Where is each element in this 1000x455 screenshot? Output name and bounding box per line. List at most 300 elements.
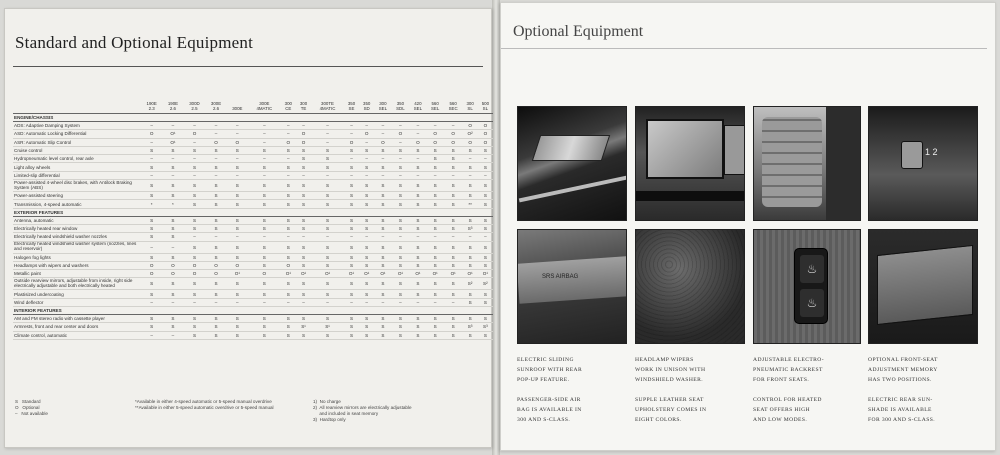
table-row: [13, 180, 493, 192]
availability-cell: S: [478, 298, 493, 306]
availability-cell: S: [374, 290, 391, 298]
availability-cell: S: [359, 315, 374, 323]
availability-cell: S: [392, 163, 410, 171]
availability-cell: S: [374, 261, 391, 269]
availability-cell: O: [463, 122, 478, 130]
availability-cell: S: [162, 253, 183, 261]
availability-cell: S: [184, 163, 206, 171]
availability-cell: S: [344, 180, 359, 192]
photo-caption: [753, 355, 865, 385]
availability-cell: S: [311, 163, 344, 171]
model-variant: SEL: [413, 106, 423, 111]
availability-cell: S: [162, 233, 183, 241]
availability-cell: S: [296, 278, 311, 290]
availability-cell: S: [374, 315, 391, 323]
availability-cell: S: [248, 261, 281, 269]
availability-cell: S: [344, 216, 359, 224]
model-name: 300: [299, 101, 308, 106]
availability-cell: S: [184, 200, 206, 208]
availability-cell: S: [409, 290, 426, 298]
model-header: [311, 101, 344, 114]
availability-cell: –: [344, 171, 359, 179]
availability-cell: S: [409, 278, 426, 290]
availability-cell: S³: [478, 323, 493, 331]
table-row: [13, 155, 493, 163]
availability-cell: S: [344, 323, 359, 331]
availability-cell: S: [478, 253, 493, 261]
model-name: 300TE: [321, 101, 334, 106]
availability-cell: –: [444, 233, 463, 241]
caption-line: FOR FRONT SEATS.: [753, 377, 810, 383]
model-header: [409, 101, 426, 114]
availability-cell: *: [162, 200, 183, 208]
availability-cell: S¹: [296, 323, 311, 331]
availability-cell: –: [184, 298, 206, 306]
table-row: [13, 233, 493, 241]
availability-cell: –: [141, 298, 162, 306]
availability-cell: S: [463, 253, 478, 261]
availability-cell: S: [359, 331, 374, 339]
feature-label: Climate control, automatic: [13, 331, 141, 339]
availability-cell: S: [184, 331, 206, 339]
availability-cell: S: [184, 290, 206, 298]
availability-cell: S: [281, 224, 296, 232]
availability-cell: S: [344, 315, 359, 323]
availability-cell: S: [311, 216, 344, 224]
availability-cell: S: [296, 331, 311, 339]
availability-cell: S: [374, 323, 391, 331]
availability-cell: S: [463, 146, 478, 154]
availability-cell: –: [281, 298, 296, 306]
availability-cell: –: [478, 155, 493, 163]
availability-cell: S: [162, 290, 183, 298]
availability-cell: S: [296, 216, 311, 224]
availability-cell: S: [141, 216, 162, 224]
availability-cell: S: [281, 192, 296, 200]
availability-cell: S: [344, 261, 359, 269]
caption-line: HAS TWO POSITIONS.: [868, 377, 932, 383]
photo-caption: [753, 395, 865, 425]
availability-cell: S: [281, 278, 296, 290]
model-variant: SEC: [448, 106, 458, 111]
availability-cell: S: [296, 180, 311, 192]
caption-line: PNEUMATIC BACKREST: [753, 367, 823, 373]
availability-cell: O¹: [281, 270, 296, 278]
availability-cell: S: [248, 180, 281, 192]
availability-cell: S: [311, 315, 344, 323]
availability-cell: O¹: [463, 270, 478, 278]
model-name: 300: [284, 101, 292, 106]
availability-cell: –: [248, 155, 281, 163]
availability-cell: –: [427, 171, 444, 179]
availability-cell: S: [444, 216, 463, 224]
transmission-note: **Available in either 5-speed automatic overdrive or 5-speed manual: [135, 405, 274, 410]
availability-cell: –: [374, 130, 391, 138]
availability-cell: S: [409, 323, 426, 331]
availability-cell: S: [248, 315, 281, 323]
heat-seat-high-icon: ♨: [800, 255, 824, 283]
availability-cell: S: [227, 180, 248, 192]
availability-cell: S: [248, 241, 281, 253]
equipment-table: [13, 101, 493, 340]
availability-cell: S: [427, 323, 444, 331]
availability-cell: S: [281, 323, 296, 331]
availability-cell: S: [311, 224, 344, 232]
availability-cell: S: [141, 253, 162, 261]
availability-cell: S: [392, 146, 410, 154]
availability-cell: S: [184, 224, 206, 232]
availability-cell: O: [444, 138, 463, 146]
feature-label: Antenna, automatic: [13, 216, 141, 224]
availability-cell: –: [162, 171, 183, 179]
availability-cell: S: [344, 200, 359, 208]
title-divider: [13, 66, 483, 67]
table-row: [13, 192, 493, 200]
feature-label: Wind deflector: [13, 298, 141, 306]
caption-line: CONTROL FOR HEATED: [753, 397, 822, 403]
availability-cell: S: [248, 323, 281, 331]
availability-cell: S: [205, 241, 226, 253]
availability-cell: S: [359, 163, 374, 171]
electropneumatic-backrest-photo: [753, 106, 861, 221]
caption-line: OPTIONAL FRONT-SEAT: [868, 357, 938, 363]
caption-line: FOR 300 AND S-CLASS.: [868, 417, 936, 423]
availability-cell: O: [374, 138, 391, 146]
model-header: [463, 101, 478, 114]
availability-cell: S: [227, 224, 248, 232]
availability-cell: S: [478, 192, 493, 200]
availability-cell: S: [478, 290, 493, 298]
availability-cell: S: [227, 241, 248, 253]
availability-cell: S: [409, 315, 426, 323]
availability-cell: –: [184, 155, 206, 163]
heat-seat-low-icon: ♨: [800, 289, 824, 317]
availability-cell: S: [374, 216, 391, 224]
availability-cell: –: [281, 233, 296, 241]
model-name: 300E: [259, 101, 270, 106]
caption-line: ADJUSTMENT MEMORY: [868, 367, 938, 373]
section-header-row: [13, 208, 493, 216]
availability-cell: –: [311, 171, 344, 179]
availability-cell: –: [141, 331, 162, 339]
table-row: [13, 270, 493, 278]
availability-cell: –: [227, 122, 248, 130]
availability-cell: S: [205, 180, 226, 192]
availability-cell: S: [392, 224, 410, 232]
caption-line: EIGHT COLORS.: [635, 417, 682, 423]
transmission-notes: [135, 399, 274, 411]
title-divider: [501, 48, 987, 49]
availability-cell: S: [344, 331, 359, 339]
availability-cell: O: [392, 130, 410, 138]
model-variant: SEL: [430, 106, 440, 111]
feature-label: Cruise control: [13, 146, 141, 154]
availability-cell: –: [444, 122, 463, 130]
caption-line: AND LOW MODES.: [753, 417, 808, 423]
availability-cell: –: [409, 298, 426, 306]
availability-cell: –: [248, 130, 281, 138]
availability-cell: –: [374, 155, 391, 163]
availability-cell: –: [162, 298, 183, 306]
availability-cell: S: [392, 253, 410, 261]
availability-cell: S: [184, 180, 206, 192]
availability-cell: –: [184, 233, 206, 241]
availability-cell: S: [409, 253, 426, 261]
availability-cell: S: [311, 253, 344, 261]
availability-cell: O: [444, 130, 463, 138]
availability-cell: S: [478, 200, 493, 208]
availability-cell: S: [374, 163, 391, 171]
availability-cell: S: [248, 200, 281, 208]
availability-cell: S: [281, 331, 296, 339]
availability-cell: S: [205, 146, 226, 154]
availability-cell: –: [162, 122, 183, 130]
table-row: [13, 323, 493, 331]
availability-cell: S: [205, 278, 226, 290]
availability-cell: S: [205, 216, 226, 224]
availability-cell: O: [427, 130, 444, 138]
availability-cell: –: [281, 171, 296, 179]
model-variant: 2.6: [169, 106, 176, 111]
availability-cell: –: [359, 298, 374, 306]
availability-cell: S: [427, 155, 444, 163]
availability-cell: –: [463, 155, 478, 163]
availability-cell: S: [444, 180, 463, 192]
availability-cell: S: [463, 298, 478, 306]
availability-cell: S: [463, 180, 478, 192]
caption-line: UPHOLSTERY COMES IN: [635, 407, 707, 413]
photo-caption: [517, 395, 629, 425]
availability-cell: S: [281, 200, 296, 208]
availability-cell: –: [409, 155, 426, 163]
availability-cell: –: [205, 155, 226, 163]
availability-cell: S: [359, 180, 374, 192]
availability-cell: –: [427, 233, 444, 241]
model-name: 300E: [210, 101, 222, 106]
availability-cell: S: [463, 163, 478, 171]
availability-cell: –: [359, 171, 374, 179]
availability-cell: S: [392, 200, 410, 208]
availability-cell: O²: [463, 130, 478, 138]
optional-equipment-title: Optional Equipment: [513, 23, 644, 40]
feature-label: Outside rearview mirrors, adjustable from inside, right side electrically adjustable and both electrically heated: [13, 278, 141, 290]
model-name: 500: [481, 101, 490, 106]
feature-label: Plastisized undercoating: [13, 290, 141, 298]
model-header: [205, 101, 226, 114]
numbered-note: 1) No charge: [313, 399, 341, 404]
availability-cell: S: [359, 253, 374, 261]
availability-cell: S: [444, 315, 463, 323]
caption-line: SHADE IS AVAILABLE: [868, 407, 932, 413]
availability-cell: –: [162, 155, 183, 163]
availability-cell: S: [184, 146, 206, 154]
availability-cell: S: [444, 163, 463, 171]
photo-caption: [868, 355, 980, 385]
availability-cell: –: [427, 298, 444, 306]
numbered-notes: [313, 399, 412, 423]
availability-cell: O: [296, 130, 311, 138]
availability-cell: –: [427, 122, 444, 130]
table-row: [13, 171, 493, 179]
availability-cell: S: [444, 323, 463, 331]
table-row: [13, 253, 493, 261]
caption-line: WORK IN UNISON WITH: [635, 367, 706, 373]
availability-cell: –: [359, 233, 374, 241]
availability-cell: S: [409, 180, 426, 192]
model-variant: SDL: [396, 106, 405, 111]
availability-cell: S: [427, 278, 444, 290]
model-name: 190E: [167, 101, 179, 106]
availability-cell: S: [444, 331, 463, 339]
availability-cell: S: [463, 192, 478, 200]
feature-label: ADS: Adaptive Damping System: [13, 122, 141, 130]
availability-cell: O: [141, 130, 162, 138]
availability-cell: S: [311, 192, 344, 200]
caption-line: BAG IS AVAILABLE IN: [517, 407, 582, 413]
availability-cell: O: [359, 130, 374, 138]
availability-cell: S: [427, 241, 444, 253]
availability-cell: S: [344, 224, 359, 232]
legend: [15, 399, 48, 417]
availability-cell: S: [311, 146, 344, 154]
model-header: [392, 101, 410, 114]
headlamp-wiper-photo: [635, 106, 745, 221]
availability-cell: S: [311, 290, 344, 298]
availability-cell: –: [374, 233, 391, 241]
section-title: EXTERIOR FEATURES: [13, 208, 493, 216]
availability-cell: S: [344, 290, 359, 298]
availability-cell: O¹: [374, 270, 391, 278]
availability-cell: O: [184, 270, 206, 278]
availability-cell: –: [227, 298, 248, 306]
sunroof-photo: [517, 106, 627, 221]
availability-cell: S: [409, 216, 426, 224]
availability-cell: S: [478, 331, 493, 339]
availability-cell: S: [162, 278, 183, 290]
availability-cell: S: [296, 241, 311, 253]
availability-cell: S: [227, 323, 248, 331]
availability-cell: S: [344, 163, 359, 171]
feature-label: Headlamps with wipers and washers: [13, 261, 141, 269]
model-name: 300D: [189, 101, 200, 106]
availability-cell: S: [344, 253, 359, 261]
availability-cell: –: [248, 298, 281, 306]
caption-line: SUPPLE LEATHER SEAT: [635, 397, 704, 403]
availability-cell: –: [281, 155, 296, 163]
availability-cell: O: [141, 270, 162, 278]
memory-buttons-label: 1 2: [925, 147, 938, 157]
model-variant: 4MATIC: [319, 106, 336, 111]
availability-cell: S: [141, 192, 162, 200]
availability-cell: S: [296, 163, 311, 171]
caption-line: SEAT OFFERS HIGH: [753, 407, 810, 413]
availability-cell: S: [296, 146, 311, 154]
availability-cell: S: [184, 315, 206, 323]
availability-cell: S: [227, 200, 248, 208]
availability-cell: S: [281, 216, 296, 224]
caption-line: HEADLAMP WIPERS: [635, 357, 694, 363]
availability-cell: O¹: [311, 270, 344, 278]
availability-cell: S: [296, 155, 311, 163]
caption-line: PASSENGER-SIDE AIR: [517, 397, 581, 403]
availability-cell: –: [205, 171, 226, 179]
availability-cell: S: [281, 146, 296, 154]
seat-memory-photo: [868, 106, 978, 221]
table-row: [13, 290, 493, 298]
availability-cell: –: [311, 233, 344, 241]
availability-cell: O: [463, 138, 478, 146]
availability-cell: S: [392, 315, 410, 323]
availability-cell: O¹: [227, 270, 248, 278]
availability-cell: S: [227, 315, 248, 323]
model-name: 350: [347, 101, 356, 106]
availability-cell: O¹: [409, 270, 426, 278]
availability-cell: S: [344, 146, 359, 154]
availability-cell: O: [296, 138, 311, 146]
availability-cell: S: [444, 261, 463, 269]
availability-cell: S: [392, 261, 410, 269]
availability-cell: S: [374, 278, 391, 290]
availability-cell: –: [444, 298, 463, 306]
availability-cell: S: [205, 253, 226, 261]
availability-cell: –: [296, 233, 311, 241]
availability-cell: S: [478, 224, 493, 232]
availability-cell: S: [444, 241, 463, 253]
availability-cell: S: [374, 146, 391, 154]
model-variant: SE: [348, 106, 355, 111]
availability-cell: S: [162, 216, 183, 224]
availability-cell: S: [311, 278, 344, 290]
caption-line: SUNROOF WITH REAR: [517, 367, 583, 373]
availability-cell: S: [374, 224, 391, 232]
availability-cell: S: [184, 192, 206, 200]
availability-cell: –: [374, 122, 391, 130]
caption-line: POP-UP FEATURE.: [517, 377, 570, 383]
availability-cell: S: [205, 192, 226, 200]
availability-cell: *: [141, 200, 162, 208]
availability-cell: –: [344, 155, 359, 163]
availability-cell: –: [281, 130, 296, 138]
feature-label: Transmission, 4-speed automatic: [13, 200, 141, 208]
model-header: [296, 101, 311, 114]
availability-cell: O¹: [478, 270, 493, 278]
availability-cell: S: [248, 216, 281, 224]
availability-cell: S: [392, 323, 410, 331]
table-row: [13, 200, 493, 208]
availability-cell: O¹: [444, 270, 463, 278]
model-header: [427, 101, 444, 114]
availability-cell: S: [463, 261, 478, 269]
availability-cell: S: [392, 241, 410, 253]
availability-cell: S: [374, 192, 391, 200]
availability-cell: S: [184, 323, 206, 331]
availability-cell: S: [359, 323, 374, 331]
availability-cell: O: [205, 261, 226, 269]
availability-cell: O: [478, 122, 493, 130]
availability-cell: S: [409, 163, 426, 171]
table-row: [13, 261, 493, 269]
availability-cell: S: [311, 331, 344, 339]
availability-cell: –: [392, 138, 410, 146]
availability-cell: O¹: [359, 270, 374, 278]
model-name: 190E: [146, 101, 157, 106]
availability-cell: –: [311, 138, 344, 146]
transmission-note: *Available in either 4-speed automatic or 5-speed manual overdrive: [135, 399, 272, 404]
availability-cell: –: [478, 233, 493, 241]
availability-cell: –: [374, 298, 391, 306]
model-variant: 2.6: [212, 106, 220, 111]
availability-cell: S³: [463, 323, 478, 331]
